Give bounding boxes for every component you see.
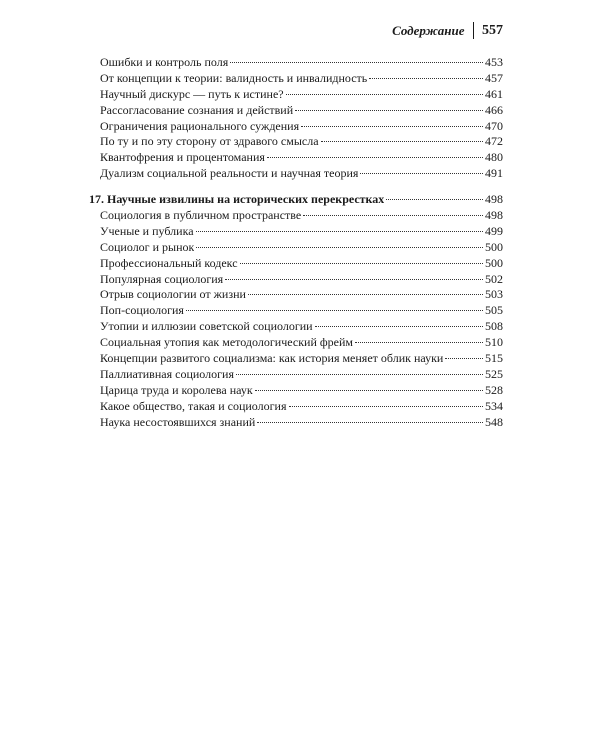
- toc-entry-title: Наука несостоявшихся знаний: [100, 414, 256, 429]
- toc-leader-dots: [303, 215, 483, 216]
- toc-entry-page: 502: [485, 271, 503, 286]
- toc-entry: [89, 55, 503, 71]
- toc-entry: [89, 134, 503, 150]
- toc-entry: [89, 383, 503, 399]
- toc-leader-dots: [289, 406, 484, 407]
- toc-entry: [89, 367, 503, 383]
- toc-entry-title: Рассогласование сознания и действий: [100, 102, 294, 117]
- toc-leader-dots: [301, 126, 483, 127]
- toc-leader-dots: [196, 231, 483, 232]
- toc-leader-dots: [321, 141, 483, 142]
- toc-entry: [89, 399, 503, 415]
- table-of-contents: [89, 55, 503, 430]
- toc-entry: [89, 103, 503, 119]
- toc-entry: [89, 303, 503, 319]
- toc-entry-page: 498: [485, 208, 503, 223]
- toc-entry: [89, 150, 503, 166]
- toc-leader-dots: [186, 310, 483, 311]
- toc-entry-title: Профессиональный кодекс: [100, 255, 238, 270]
- toc-entry-page: 466: [485, 102, 503, 117]
- toc-leader-dots: [445, 358, 483, 359]
- toc-entry-title: Ученые и публика: [100, 223, 194, 238]
- toc-entry-title: Какое общество, такая и социология: [100, 398, 287, 413]
- toc-leader-dots: [230, 62, 483, 63]
- toc-entry-page: 534: [485, 398, 503, 413]
- toc-leader-dots: [236, 374, 483, 375]
- toc-leader-dots: [355, 342, 483, 343]
- toc-entry-page: 515: [485, 351, 503, 366]
- toc-chapter-heading: [89, 192, 503, 208]
- toc-leader-dots: [267, 157, 483, 158]
- toc-entry-title: Квантофрения и процентомания: [100, 150, 265, 165]
- running-header-title: Содержание: [392, 22, 465, 38]
- toc-leader-dots: [255, 390, 483, 391]
- toc-entry: [89, 240, 503, 256]
- toc-entry: [89, 335, 503, 351]
- toc-entry: [89, 87, 503, 103]
- toc-entry: [89, 287, 503, 303]
- toc-entry-title: Социология в публичном пространстве: [100, 208, 302, 223]
- toc-entry-title: Концепции развитого социализма: как история меняет облик науки: [100, 351, 444, 366]
- toc-entry-title: Социолог и рынок: [100, 239, 195, 254]
- toc-entry-page: 470: [485, 118, 503, 133]
- toc-entry-page: 500: [485, 255, 503, 270]
- toc-entry-page: 491: [485, 166, 503, 181]
- toc-entry-page: 499: [485, 223, 503, 238]
- toc-section-chapter-17: [89, 208, 503, 430]
- toc-entry-title: Дуализм социальной реальности и научная теория: [100, 166, 359, 181]
- toc-entry-page: 500: [485, 239, 503, 254]
- header-divider: [473, 22, 475, 39]
- toc-entry: [89, 415, 503, 431]
- toc-entry: [89, 166, 503, 182]
- toc-entry: [89, 351, 503, 367]
- toc-entry-title: От концепции к теории: валидность и инвалидность: [100, 70, 368, 85]
- toc-entry-page: 472: [485, 134, 503, 149]
- toc-entry-title: Паллиативная социология: [100, 366, 234, 381]
- toc-entry-title: Социальная утопия как методологический фрейм: [100, 335, 353, 350]
- toc-entry-title: Царица труда и королева наук: [100, 382, 253, 397]
- toc-entry-title: Поп-социология: [100, 303, 184, 318]
- toc-chapter-title: 17. Научные извилины на исторических перекрестках: [89, 192, 385, 207]
- toc-entry-title: Научный дискурс — путь к истине?: [100, 86, 284, 101]
- toc-entry: [89, 119, 503, 135]
- toc-leader-dots: [225, 279, 483, 280]
- toc-entry: [89, 224, 503, 240]
- toc-entry-title: Ограничения рационального суждения: [100, 118, 300, 133]
- toc-leader-dots: [257, 422, 483, 423]
- toc-entry-page: 525: [485, 366, 503, 381]
- toc-entry-page: 528: [485, 382, 503, 397]
- toc-entry-page: 548: [485, 414, 503, 429]
- toc-entry-title: Утопии и иллюзии советской социологии: [100, 319, 313, 334]
- toc-section-previous-chapter: [89, 55, 503, 182]
- toc-leader-dots: [315, 326, 483, 327]
- toc-entry: [89, 256, 503, 272]
- toc-leader-dots: [196, 247, 483, 248]
- toc-entry-title: Популярная социология: [100, 271, 224, 286]
- toc-entry-page: 505: [485, 303, 503, 318]
- toc-entry-title: Ошибки и контроль поля: [100, 55, 229, 69]
- toc-entry-title: По ту и по эту сторону от здравого смысла: [100, 134, 319, 149]
- toc-leader-dots: [295, 110, 483, 111]
- toc-leader-dots: [240, 263, 483, 264]
- toc-entry-page: 480: [485, 150, 503, 165]
- running-header: [392, 22, 503, 39]
- toc-leader-dots: [360, 173, 483, 174]
- toc-chapter-page: 498: [485, 192, 503, 207]
- toc-leader-dots: [369, 78, 483, 79]
- toc-leader-dots: [248, 294, 483, 295]
- toc-entry-page: 461: [485, 86, 503, 101]
- toc-entry: [89, 272, 503, 288]
- toc-leader-dots: [386, 199, 483, 200]
- toc-entry: [89, 319, 503, 335]
- toc-leader-dots: [286, 94, 483, 95]
- toc-entry: [89, 71, 503, 87]
- toc-entry-page: 503: [485, 287, 503, 302]
- toc-entry-page: 508: [485, 319, 503, 334]
- toc-entry-title: Отрыв социологии от жизни: [100, 287, 246, 302]
- toc-entry-page: 453: [485, 55, 503, 69]
- toc-entry-page: 457: [485, 70, 503, 85]
- toc-entry-page: 510: [485, 335, 503, 350]
- toc-entry: [89, 208, 503, 224]
- running-page-number: 557: [482, 22, 503, 38]
